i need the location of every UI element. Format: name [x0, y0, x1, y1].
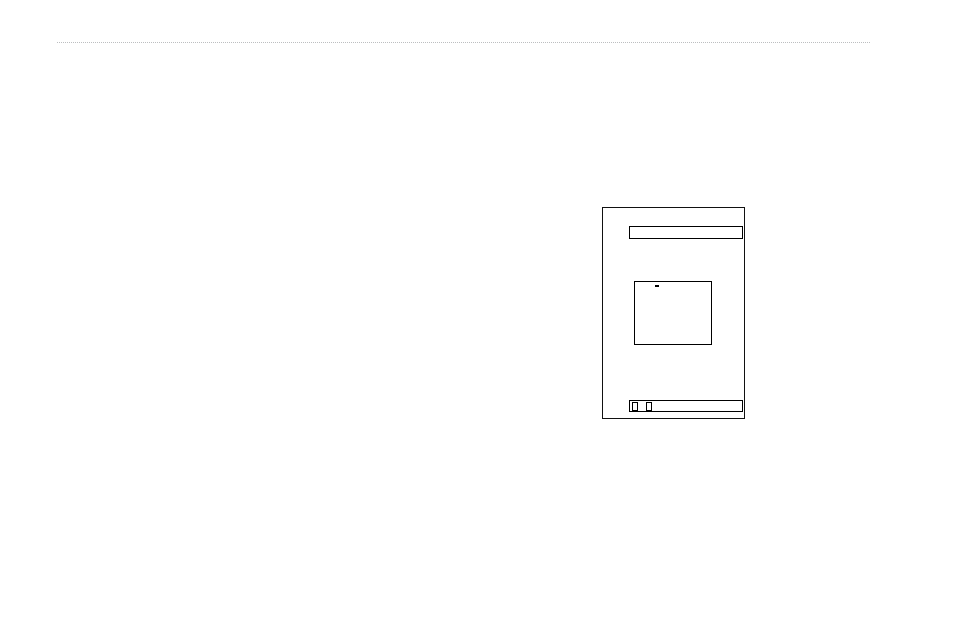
used-count — [646, 402, 652, 411]
menu-key-icon — [655, 285, 659, 287]
device-name-field — [629, 226, 743, 239]
menu-hint — [635, 282, 711, 291]
header-divider — [57, 42, 870, 43]
device-status-bar — [629, 400, 743, 412]
left-column — [75, 53, 460, 64]
available-count — [632, 402, 638, 411]
right-column — [494, 53, 869, 64]
device-screenshot — [602, 207, 745, 419]
device-options-menu — [634, 281, 712, 345]
